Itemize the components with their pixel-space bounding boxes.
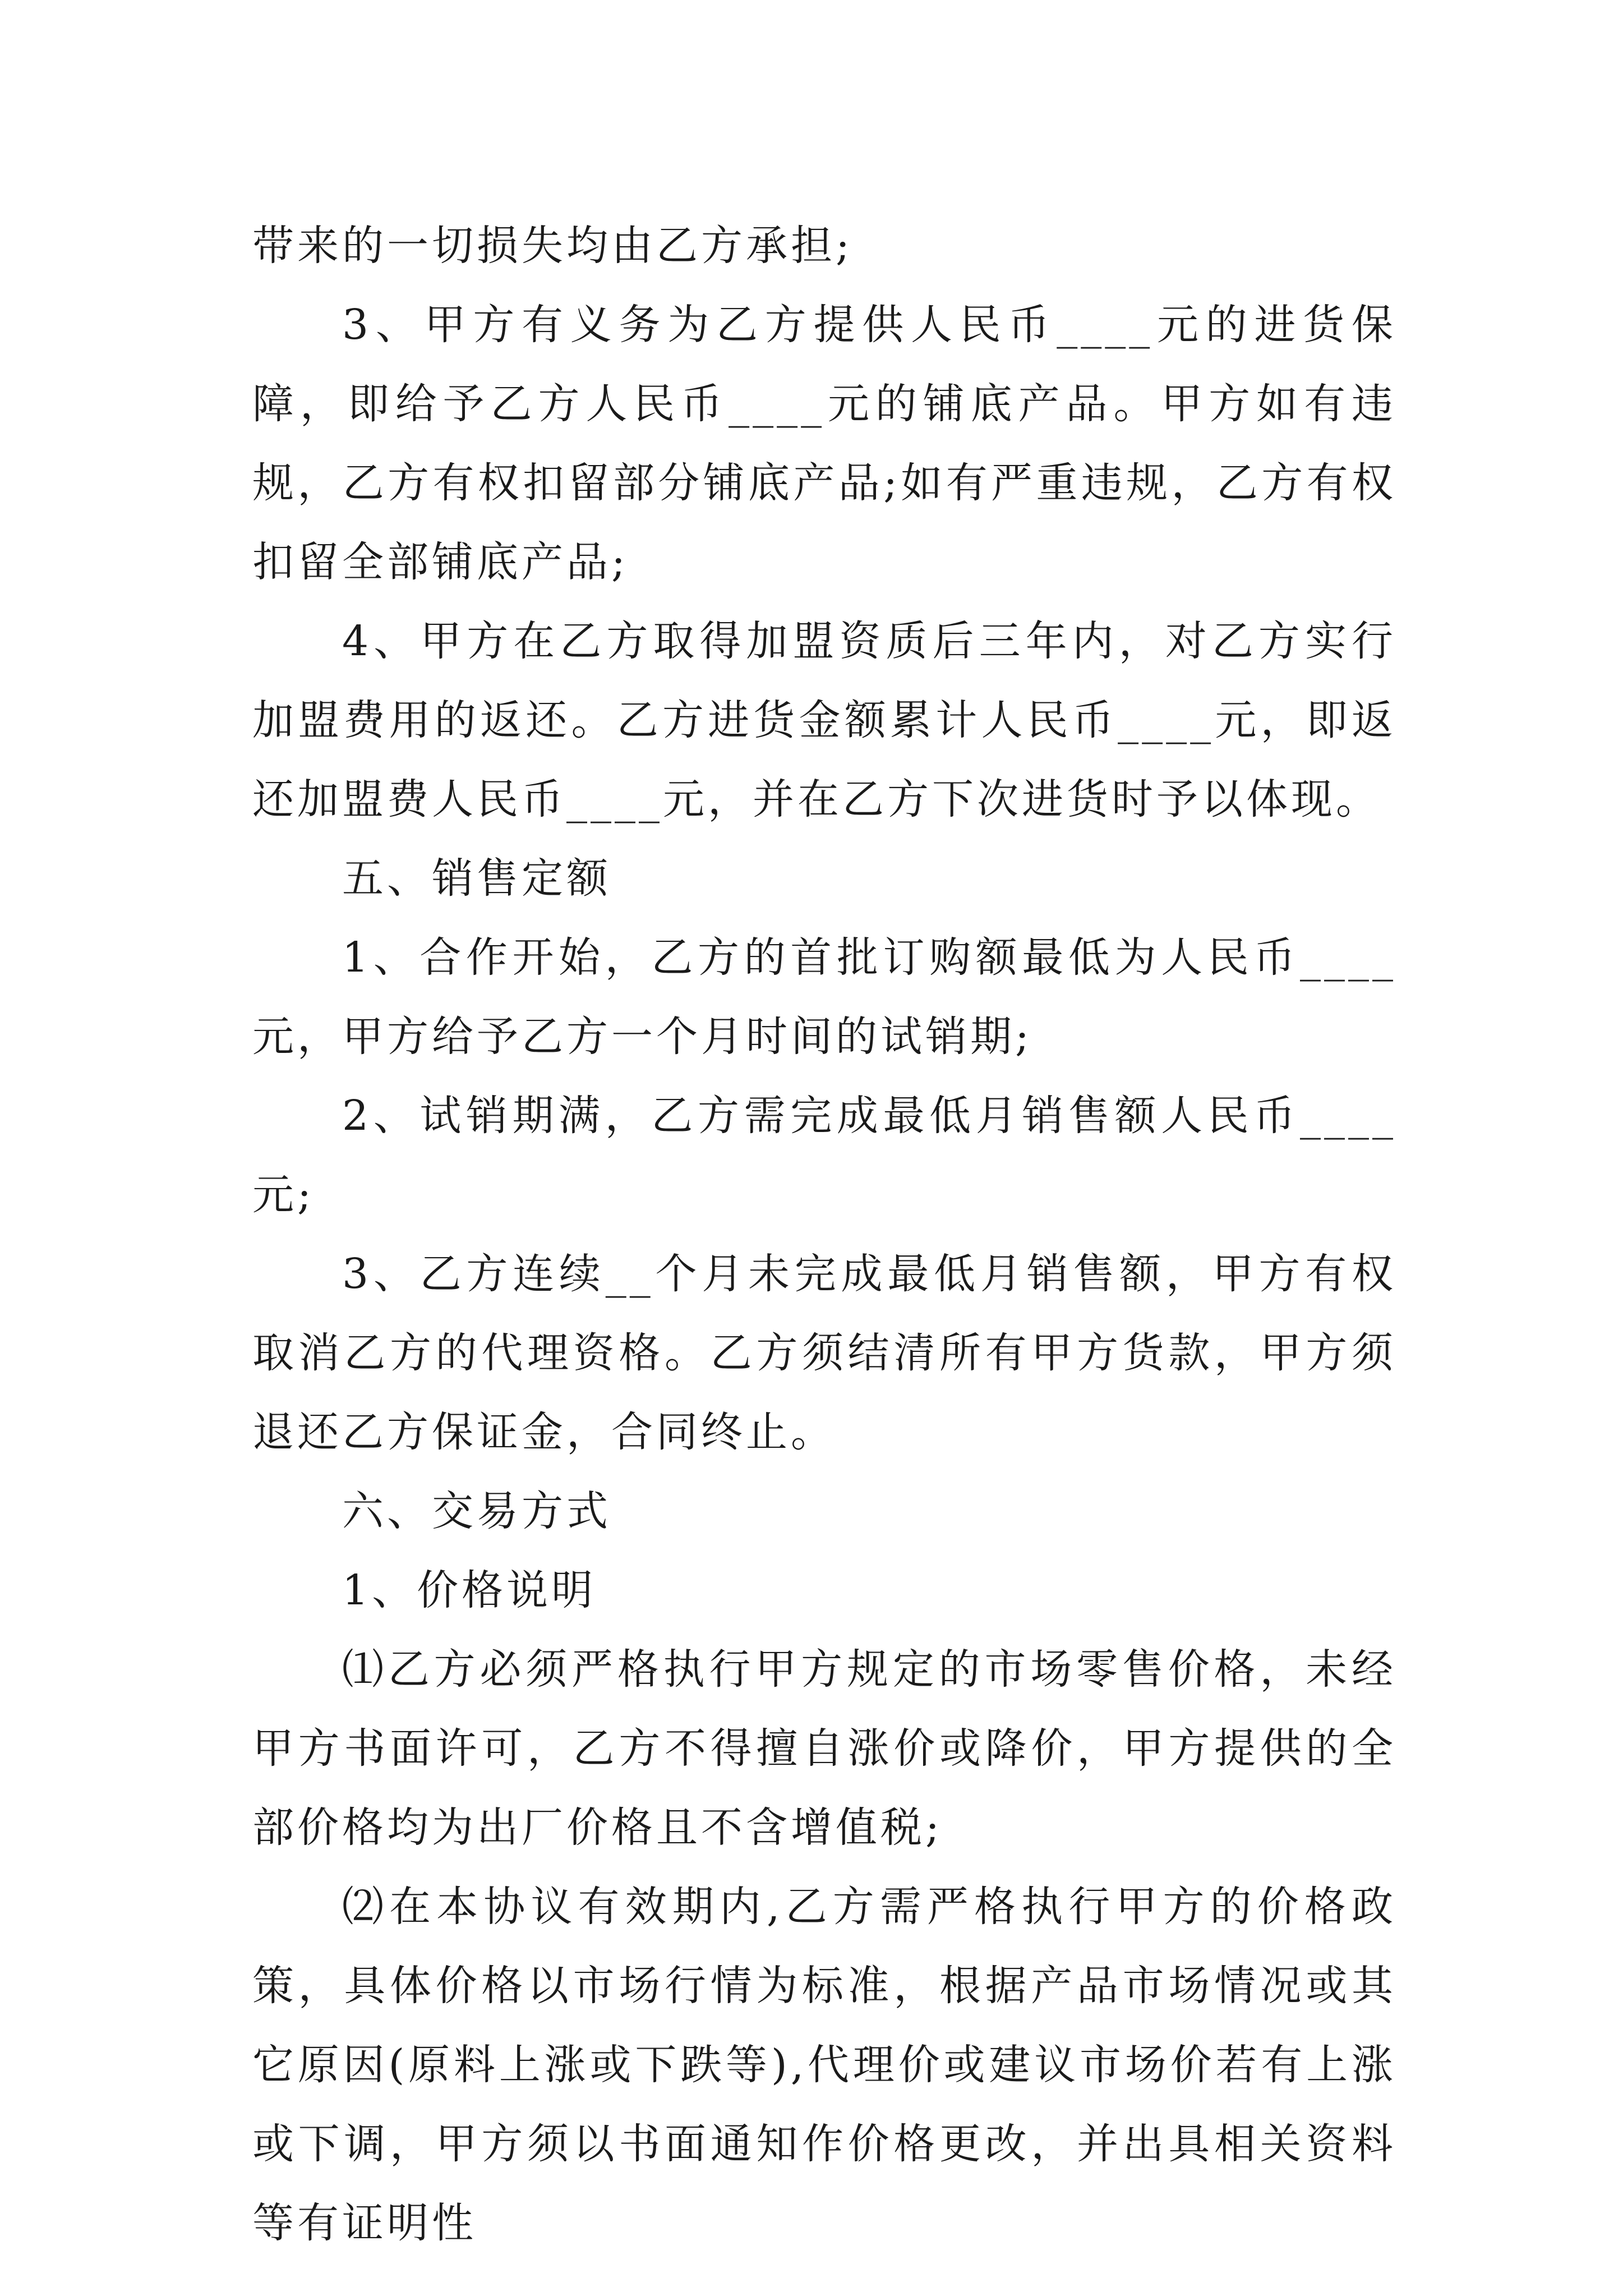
paragraph-clause-4-fee-refund: 4、甲方在乙方取得加盟资质后三年内，对乙方实行加盟费用的返还。乙方进货金额累计人民币____元，即返还加盟费人民币____元，并在乙方下次进货时予以体现。 xyxy=(252,617,1396,823)
subheading-price-description: 1、价格说明 xyxy=(342,1566,597,1614)
paragraph-price-1: ⑴乙方必须严格执行甲方规定的市场零售价格，未经甲方书面许可，乙方不得擅自涨价或降价，甲方提供的全部价格均为出厂价格且不含增值税; xyxy=(252,1645,1396,1852)
paragraph-quota-2: 2、试销期满，乙方需完成最低月销售额人民币____元; xyxy=(252,1092,1396,1219)
paragraph-quota-3: 3、乙方连续__个月未完成最低月销售额，甲方有权取消乙方的代理资格。乙方须结清所有甲方货款，甲方须退还乙方保证金，合同终止。 xyxy=(252,1250,1396,1456)
paragraph-price-2: ⑵在本协议有效期内,乙方需严格执行甲方的价格政策，具体价格以市场行情为标准，根据产品市场情况或其它原因(原料上涨或下跌等),代理价或建议市场价若有上涨或下调，甲方须以书面通知作价格更改，并出具相关资料等有证明性 xyxy=(252,1883,1396,2247)
contract-text xyxy=(252,206,1396,2263)
section-heading-sales-quota: 五、销售定额 xyxy=(342,854,611,903)
paragraph-clause-3-stock-guarantee: 3、甲方有义务为乙方提供人民币____元的进货保障，即给予乙方人民币____元的铺底产品。甲方如有违规，乙方有权扣留部分铺底产品;如有严重违规，乙方有权扣留全部铺底产品; xyxy=(252,301,1396,586)
paragraph-quota-1: 1、合作开始，乙方的首批订购额最低为人民币____元，甲方给予乙方一个月时间的试销期; xyxy=(252,933,1396,1061)
paragraph-continuation: 带来的一切损失均由乙方承担; xyxy=(252,222,853,270)
section-heading-transaction-method: 六、交易方式 xyxy=(342,1487,611,1535)
